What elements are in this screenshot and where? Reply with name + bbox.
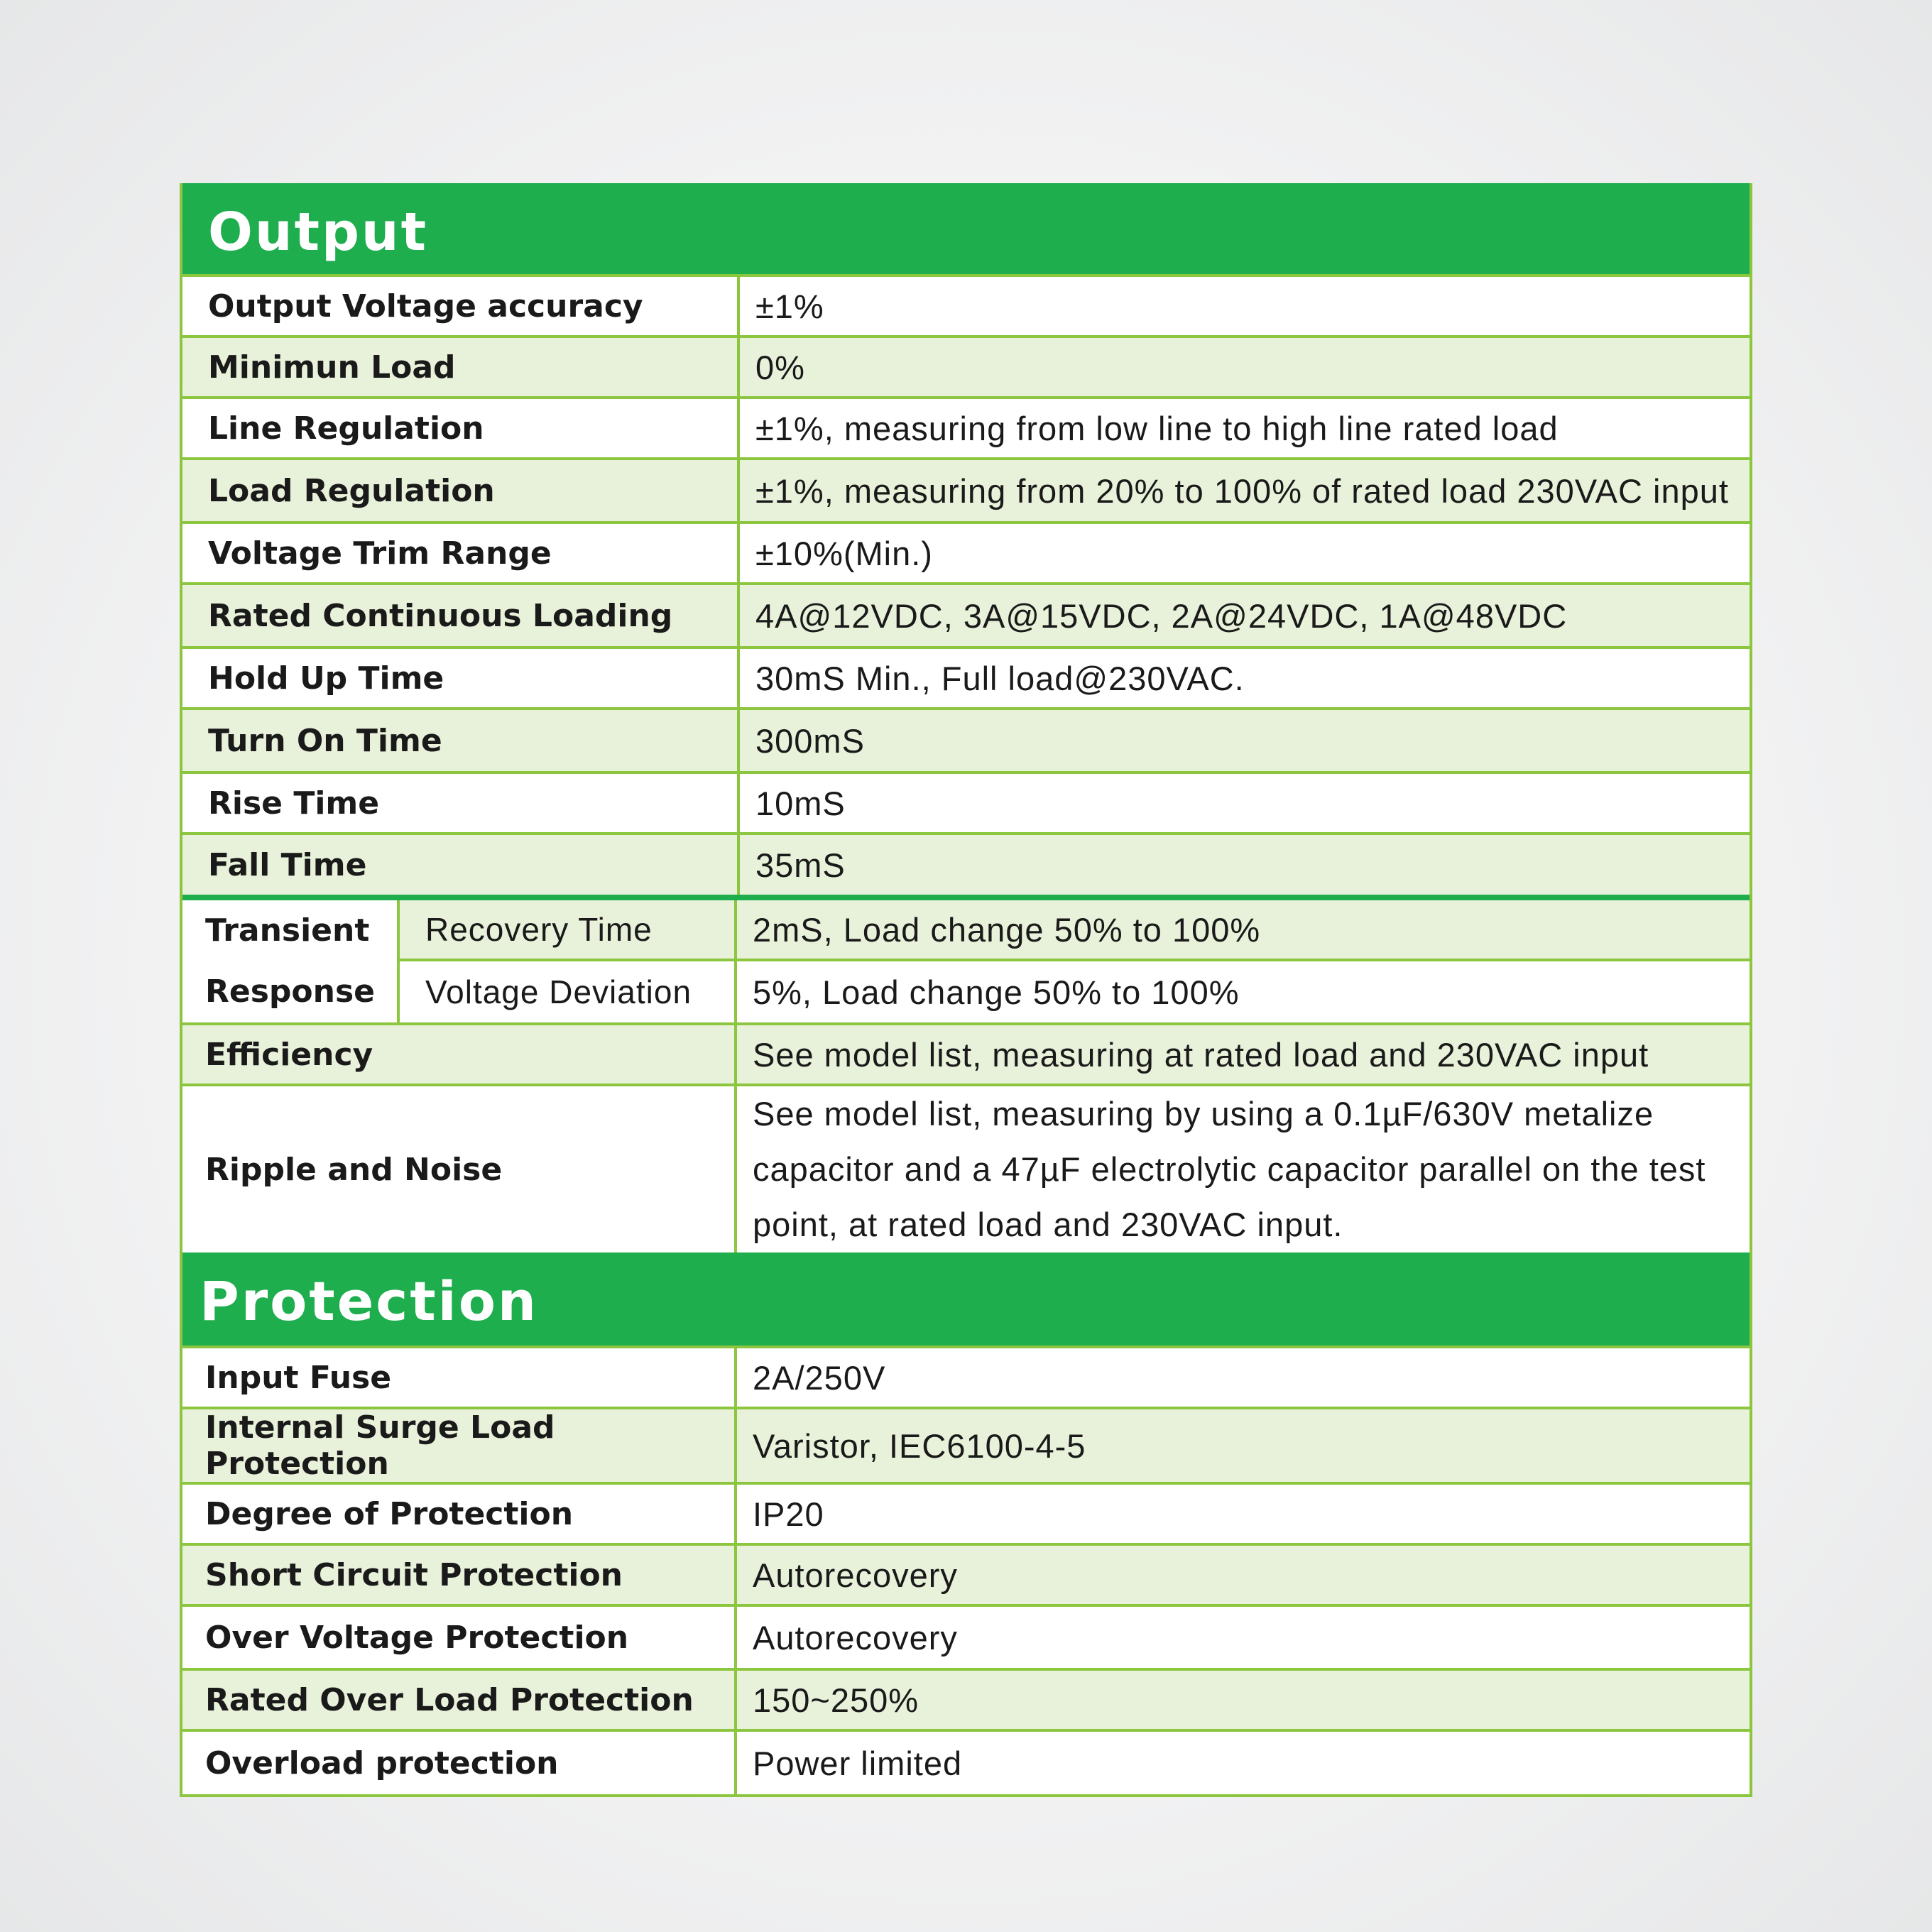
table-row bbox=[182, 1347, 1750, 1408]
row-sublabel: Voltage Deviation bbox=[398, 960, 736, 1022]
ripple-line: capacitor and a 47µF electrolytic capacitor parallel on the test bbox=[753, 1150, 1706, 1188]
row-label: Input Fuse bbox=[182, 1347, 736, 1408]
table-row bbox=[182, 1408, 1750, 1483]
row-value: IP20 bbox=[736, 1483, 1750, 1544]
table-row bbox=[182, 1483, 1750, 1544]
row-value: 10mS bbox=[738, 773, 1750, 834]
table-row bbox=[182, 897, 1750, 960]
row-value: See model list, measuring at rated load and 230VAC input bbox=[736, 1024, 1750, 1085]
transient-response-table bbox=[182, 895, 1750, 1022]
row-label: Turn On Time bbox=[182, 709, 738, 773]
table-row bbox=[182, 773, 1750, 834]
section-header-output: Output bbox=[182, 183, 1750, 274]
output-extra-table bbox=[182, 1022, 1750, 1252]
row-value: 0% bbox=[738, 337, 1750, 398]
table-row bbox=[182, 523, 1750, 584]
table-row bbox=[182, 834, 1750, 895]
row-value: Power limited bbox=[736, 1730, 1750, 1794]
table-row bbox=[182, 1605, 1750, 1669]
table-row bbox=[182, 648, 1750, 709]
row-value: 35mS bbox=[738, 834, 1750, 895]
row-label: Over Voltage Protection bbox=[182, 1605, 736, 1669]
ripple-line: See model list, measuring by using a 0.1µF/630V metalize bbox=[753, 1095, 1654, 1133]
row-label: Line Regulation bbox=[182, 398, 738, 459]
protection-table bbox=[182, 1346, 1750, 1794]
transient-label-line2: Response bbox=[205, 973, 375, 1010]
row-label: Efficiency bbox=[182, 1024, 736, 1085]
spec-sheet bbox=[180, 183, 1752, 1797]
row-value: 2mS, Load change 50% to 100% bbox=[736, 897, 1750, 960]
row-sublabel: Recovery Time bbox=[398, 897, 736, 960]
row-label: Overload protection bbox=[182, 1730, 736, 1794]
row-label: Hold Up Time bbox=[182, 648, 738, 709]
table-row bbox=[182, 584, 1750, 648]
ripple-line: point, at rated load and 230VAC input. bbox=[753, 1206, 1343, 1243]
row-label: Voltage Trim Range bbox=[182, 523, 738, 584]
row-value: Varistor, IEC6100-4-5 bbox=[736, 1408, 1750, 1483]
table-row bbox=[182, 1544, 1750, 1605]
table-row bbox=[182, 1024, 1750, 1085]
row-label: Rise Time bbox=[182, 773, 738, 834]
section-header-protection: Protection bbox=[182, 1252, 1750, 1346]
table-row bbox=[182, 398, 1750, 459]
row-label: Load Regulation bbox=[182, 459, 738, 523]
row-label: Ripple and Noise bbox=[182, 1085, 736, 1252]
table-row bbox=[182, 960, 1750, 1022]
row-value: 5%, Load change 50% to 100% bbox=[736, 960, 1750, 1022]
row-value: ±1% bbox=[738, 275, 1750, 337]
ripple-value bbox=[736, 1085, 1750, 1252]
row-label: Internal Surge Load Protection bbox=[182, 1408, 736, 1483]
table-row bbox=[182, 459, 1750, 523]
table-row bbox=[182, 337, 1750, 398]
row-value: ±1%, measuring from low line to high line rated load bbox=[738, 398, 1750, 459]
transient-label-line1: Transient bbox=[205, 912, 370, 949]
row-label: Minimun Load bbox=[182, 337, 738, 398]
table-row bbox=[182, 709, 1750, 773]
row-label: Output Voltage accuracy bbox=[182, 275, 738, 337]
table-row bbox=[182, 1669, 1750, 1730]
table-row bbox=[182, 275, 1750, 337]
row-value: 2A/250V bbox=[736, 1347, 1750, 1408]
table-row bbox=[182, 1730, 1750, 1794]
row-label: Rated Over Load Protection bbox=[182, 1669, 736, 1730]
row-value: 150~250% bbox=[736, 1669, 1750, 1730]
transient-response-label bbox=[182, 897, 398, 1022]
row-value: 30mS Min., Full load@230VAC. bbox=[738, 648, 1750, 709]
row-label: Short Circuit Protection bbox=[182, 1544, 736, 1605]
row-label: Rated Continuous Loading bbox=[182, 584, 738, 648]
row-value: 4A@12VDC, 3A@15VDC, 2A@24VDC, 1A@48VDC bbox=[738, 584, 1750, 648]
row-label: Fall Time bbox=[182, 834, 738, 895]
row-value: ±1%, measuring from 20% to 100% of rated load 230VAC input bbox=[738, 459, 1750, 523]
row-label: Degree of Protection bbox=[182, 1483, 736, 1544]
row-value: Autorecovery bbox=[736, 1605, 1750, 1669]
row-value: ±10%(Min.) bbox=[738, 523, 1750, 584]
row-value: 300mS bbox=[738, 709, 1750, 773]
table-row bbox=[182, 1085, 1750, 1252]
row-value: Autorecovery bbox=[736, 1544, 1750, 1605]
output-table bbox=[182, 274, 1750, 895]
